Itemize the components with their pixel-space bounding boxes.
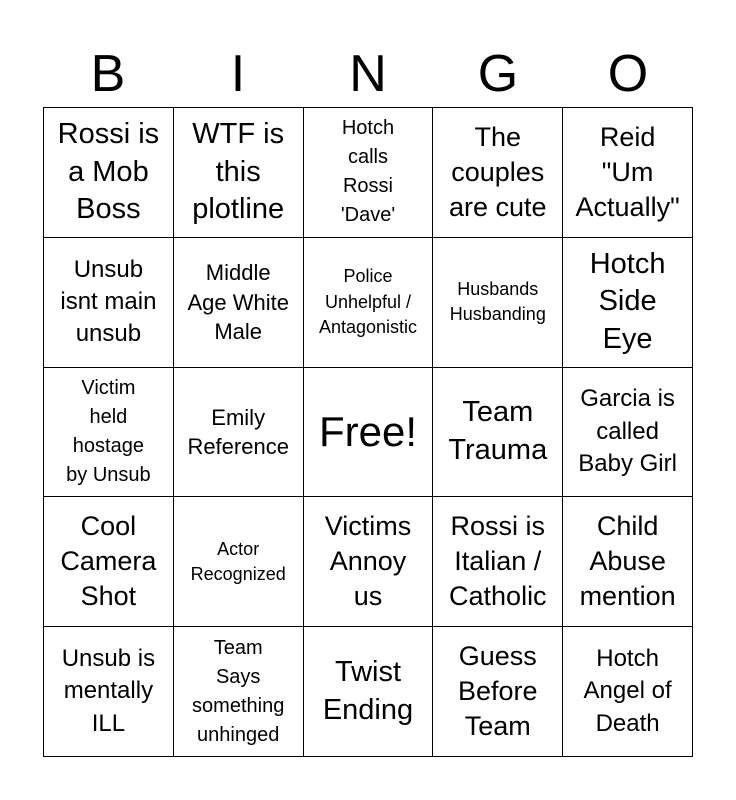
bingo-cell-r2c5[interactable]: Hotch Side Eye [563,238,693,368]
bingo-cell-r2c3[interactable]: Police Unhelpful / Antagonistic [304,238,434,368]
header-letter-i: I [230,45,246,103]
bingo-cell-r2c1[interactable]: Unsub isnt main unsub [44,238,174,368]
header-letter-o: O [607,45,649,103]
bingo-cell-r1c2[interactable]: WTF is this plotline [174,108,304,238]
bingo-cell-r3c2[interactable]: Emily Reference [174,368,304,498]
header-letter-g: G [477,45,519,103]
bingo-cell-r4c2[interactable]: Actor Recognized [174,497,304,627]
bingo-cell-r5c3[interactable]: Twist Ending [304,627,434,757]
bingo-cell-r4c4[interactable]: Rossi is Italian / Catholic [433,497,563,627]
bingo-cell-r2c4[interactable]: Husbands Husbanding [433,238,563,368]
header-letter-b: B [90,45,126,103]
bingo-cell-r5c5[interactable]: Hotch Angel of Death [563,627,693,757]
bingo-cell-r1c5[interactable]: Reid "Um Actually" [563,108,693,238]
bingo-cell-r5c1[interactable]: Unsub is mentally ILL [44,627,174,757]
bingo-header [43,40,693,108]
bingo-cell-r4c5[interactable]: Child Abuse mention [563,497,693,627]
bingo-cell-r1c4[interactable]: The couples are cute [433,108,563,238]
bingo-cell-r1c1[interactable]: Rossi is a Mob Boss [44,108,174,238]
bingo-cell-r4c1[interactable]: Cool Camera Shot [44,497,174,627]
bingo-cell-r4c3[interactable]: Victims Annoy us [304,497,434,627]
bingo-cell-r5c2[interactable]: Team Says something unhinged [174,627,304,757]
bingo-cell-r1c3[interactable]: Hotch calls Rossi 'Dave' [304,108,434,238]
bingo-cell-r3c4[interactable]: Team Trauma [433,368,563,498]
bingo-cell-free[interactable]: Free! [304,368,434,498]
bingo-cell-r5c4[interactable]: Guess Before Team [433,627,563,757]
header-letter-n: N [349,45,387,103]
bingo-cell-r2c2[interactable]: Middle Age White Male [174,238,304,368]
bingo-cell-r3c5[interactable]: Garcia is called Baby Girl [563,368,693,498]
bingo-card-grid [43,107,693,757]
bingo-cell-r3c1[interactable]: Victim held hostage by Unsub [44,368,174,498]
